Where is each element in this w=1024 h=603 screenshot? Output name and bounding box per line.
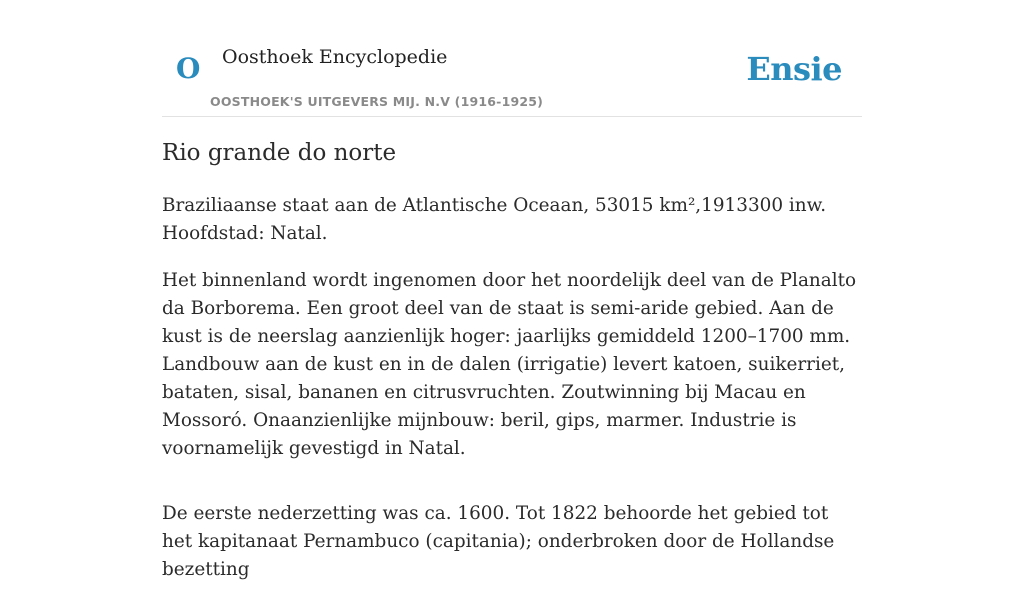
book-title[interactable]: Oosthoek Encyclopedie bbox=[222, 46, 448, 68]
article-body bbox=[162, 192, 862, 603]
page-container bbox=[162, 0, 862, 580]
article-paragraph: Het binnenland wordt ingenomen door het noordelijk deel van de Planalto da Borborema. Een groot deel van de staat is semi-aride gebied. Aan de kust is de neerslag aanzienlijk hoger: jaarlijks gemiddeld 1200–1700 mm. Landbouw aan de kust en in de dalen (irrigatie) levert katoen, suikerriet, bataten, sisal, bananen en citrusvruchten. Zoutwinning bij Macau en Mossoró. Onaanzienlijke mijnbouw: beril, gips, marmer. Industrie is voornamelijk gevestigd in Natal. bbox=[162, 270, 857, 459]
article-paragraph: De eerste nederzetting was ca. 1600. Tot 1822 behoorde het gebied tot het kapitanaat Pernambuco (capitania); onderbroken door de Hollandse bezetting bbox=[162, 503, 835, 580]
publisher-label: OOSTHOEK'S UITGEVERS MIJ. N.V (1916-1925) bbox=[210, 94, 544, 109]
brand-logo[interactable]: Ensie bbox=[746, 50, 842, 88]
site-header bbox=[162, 0, 862, 117]
logo-icon[interactable]: O bbox=[176, 52, 201, 85]
article-paragraph: Braziliaanse staat aan de Atlantische Oceaan, 53015 km²,1913300 inw. Hoofdstad: Natal. bbox=[162, 195, 827, 244]
article-title: Rio grande do norte bbox=[162, 140, 397, 166]
